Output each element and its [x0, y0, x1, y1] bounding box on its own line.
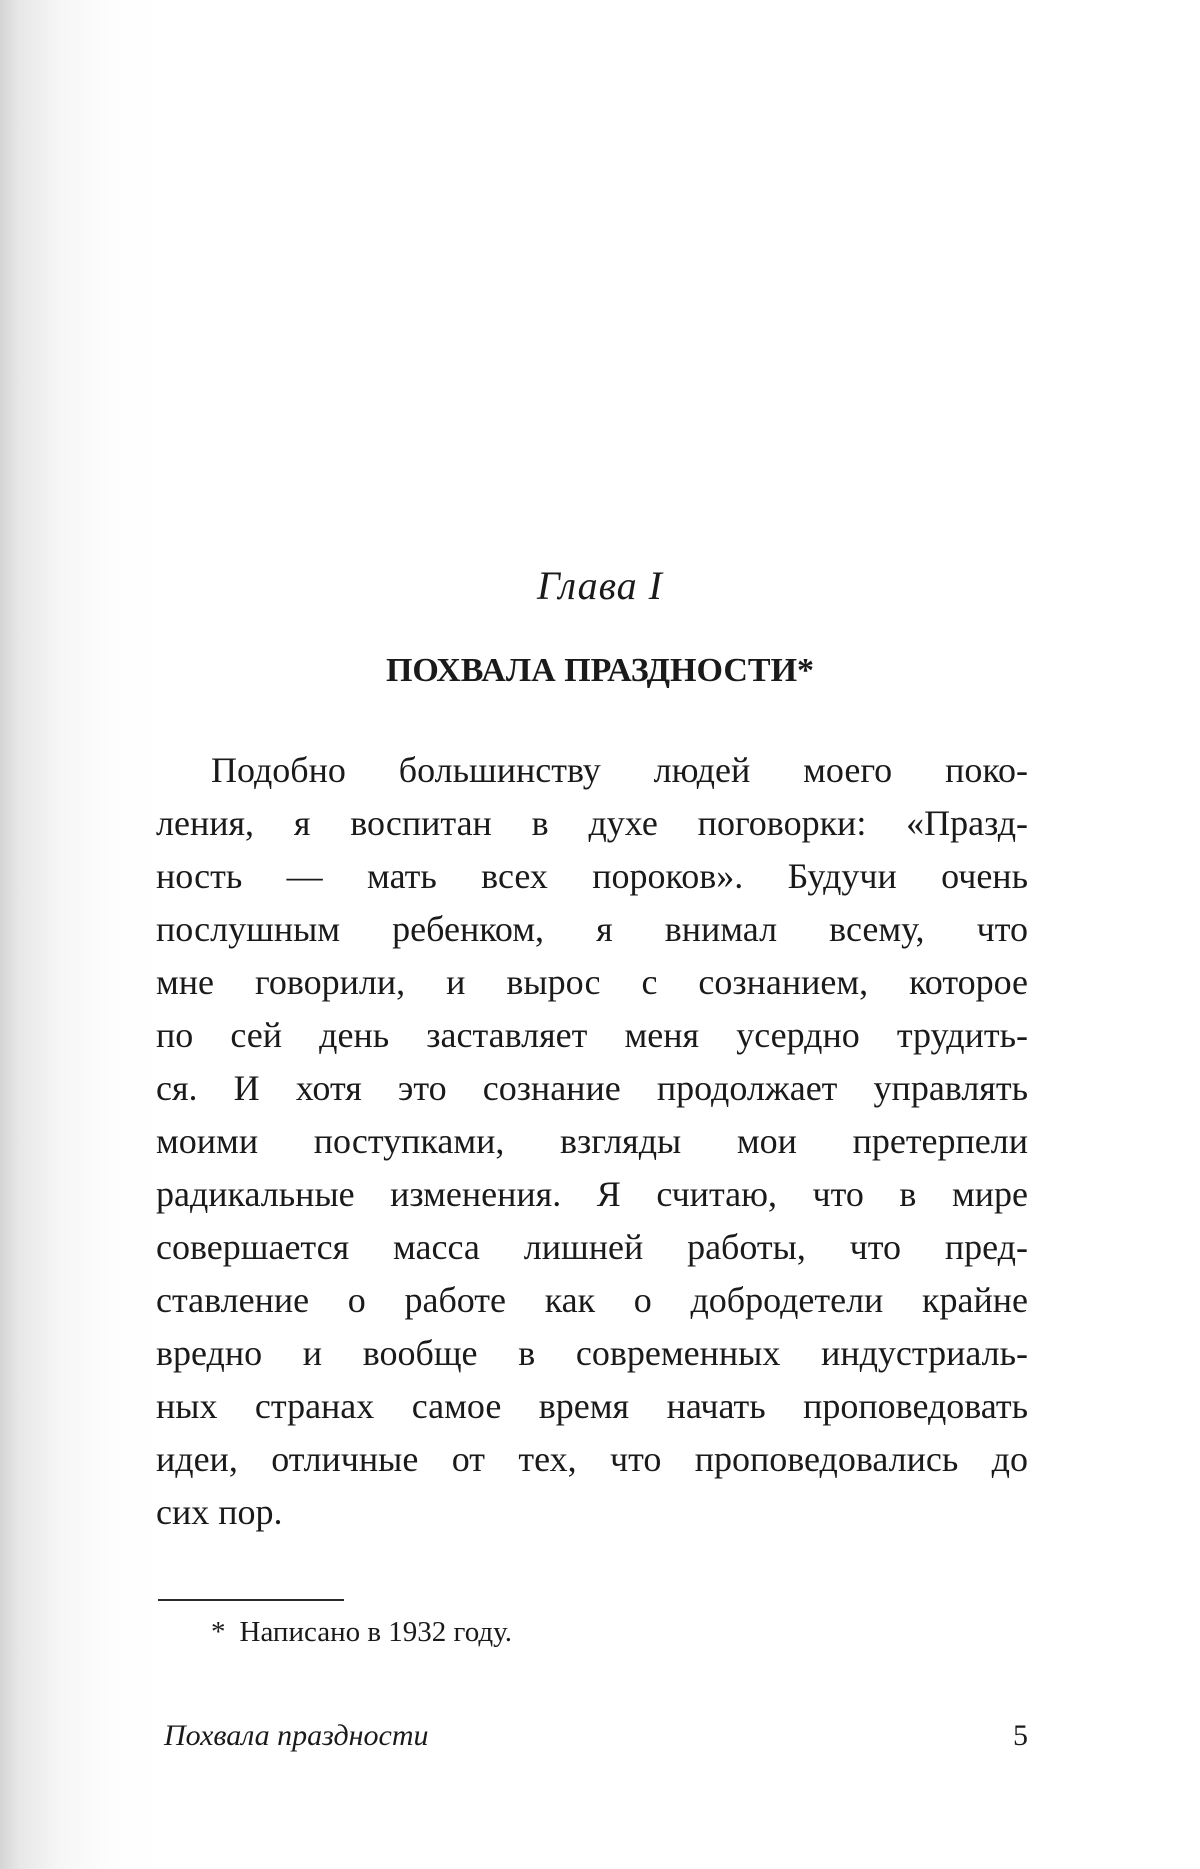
footnote-divider	[158, 1599, 344, 1601]
text-line: ность — мать всех пороков». Будучи очень	[156, 856, 1028, 896]
text-line: радикальные изменения. Я считаю, что в мире	[156, 1174, 1028, 1214]
text-line: идеи, отличные от тех, что проповедовались до	[156, 1439, 1028, 1479]
body-paragraph	[156, 744, 1028, 1539]
text-line: Подобно большинству людей моего поко-	[211, 750, 1028, 790]
text-line: вредно и вообще в современных индустриаль-	[156, 1333, 1028, 1373]
footnote-text: Написано в 1932 году.	[239, 1616, 512, 1648]
text-line: сих пор.	[156, 1492, 283, 1532]
text-line: по сей день заставляет меня усердно трудить-	[156, 1015, 1028, 1055]
text-line: ления, я воспитан в духе поговорки: «Празд-	[156, 803, 1028, 843]
running-title: Похвала праздности	[164, 1719, 429, 1752]
text-line: ставление о работе как о добродетели крайне	[156, 1280, 1028, 1320]
chapter-title: ПОХВАЛА ПРАЗДНОСТИ*	[385, 652, 815, 689]
footnote-marker: *	[211, 1616, 226, 1648]
text-line: ных странах самое время начать проповедовать	[156, 1386, 1028, 1426]
chapter-label: Глава I	[537, 563, 663, 608]
text-line: совершается масса лишней работы, что пред-	[156, 1227, 1028, 1267]
text-line: моими поступками, взгляды мои претерпели	[156, 1121, 1028, 1161]
page-number: 5	[1013, 1719, 1028, 1752]
text-line: послушным ребенком, я внимал всему, что	[156, 909, 1028, 949]
text-line: ся. И хотя это сознание продолжает управлять	[156, 1068, 1028, 1108]
text-line: мне говорили, и вырос с сознанием, которое	[156, 962, 1028, 1002]
footnote	[211, 1614, 512, 1650]
